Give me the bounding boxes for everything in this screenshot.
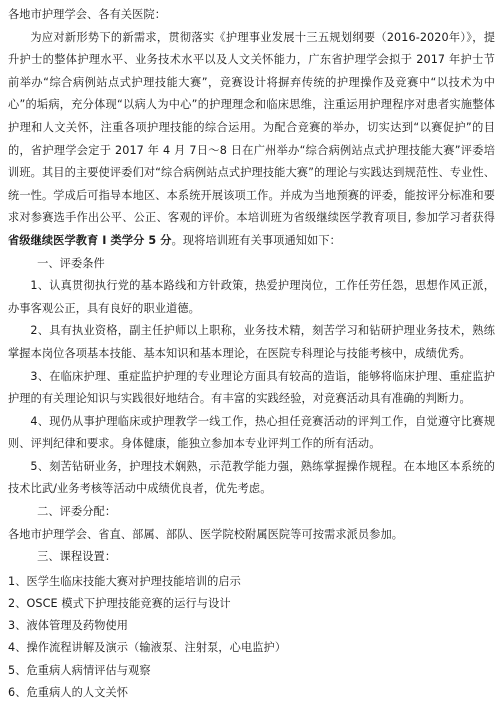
salutation: 各地市护理学会、各有关医院： xyxy=(8,8,167,21)
criteria-item-3: 3、在临床护理、重症监护护理的专业理论方面具有较高的造诣，能够将临床护理、重症监护护理的有关理论知识与实践很好地结合。有丰富的实践经验，对竞赛活动具有准确的判断力。 xyxy=(8,369,495,406)
criteria-item-2: 2、具有执业资格，副主任护师以上职称，业务技术精，刻苦学习和钻研护理业务技术，熟练掌握本岗位各项基本技能、基本知识和基本理论，在医院专科理论与技能考核中，成绩优秀。 xyxy=(8,324,495,360)
course-item-6: 6、危重病人的人文关怀 xyxy=(8,685,129,699)
course-item-3: 3、液体管理及药物使用 xyxy=(8,619,129,633)
course-item-5: 5、危重病人病情评估与观察 xyxy=(8,663,151,677)
section1-heading: 一、评委条件 xyxy=(37,256,105,270)
section2-heading: 二、评委分配： xyxy=(37,505,117,519)
section3-heading: 三、课程设置： xyxy=(37,550,117,564)
intro-credit-bold: 省级继续医学教育 I 类学分 5 分 xyxy=(8,233,172,247)
course-item-1: 1、医学生临床技能大赛对护理技能培训的启示 xyxy=(8,574,241,588)
course-list xyxy=(8,571,495,704)
intro-text: 为应对新形势下的新需求，贯彻落实《护理事业发展十三五规划纲要（2016-2020年）》，提升护士的整体护理水平、业务技术水平以及人文关怀能力，广东省护理学会拟于 2017 年护士节前举办“综合病例站点式护理技能大赛”，竞赛设计将摒弃传统的护理操作及竞赛中“以技术为中心”的垢病，充分体现“以病人为中心”的护理理念和临床思维，注重运用护理程序对患者实施整体护理和人文关怀，注重各项护理技能的综合运用。为配合竞赛的举办，切实达到“以赛促护”的目的，省护理学会定于 2017 年 4 月 7日～8 日在广州举办“综合病例站点式护理技能大赛”评委培训班。其目的主要使评委们对“综合病例站点式护理技能大赛”的理论与实践达到规范性、专业性、统一性。学成后可指导本地区、本系统开展该项工作。并成为当地预赛的评委，能按评分标准和要求对参赛选手作出公平、公正、客观的评价。本培训班为省级继续医学教育项目, 参加学习者获得 xyxy=(8,30,495,225)
criteria-item-5: 5、刻苦钻研业务，护理技术娴熟，示范教学能力强，熟练掌握操作规程。在本地区本系统的技术比武/业务考核等活动中成绩优良者，优先考虑。 xyxy=(8,459,495,496)
intro-tail: 。现将培训班有关事项通知如下： xyxy=(171,233,341,247)
section2-text: 各地市护理学会、省直、部属、部队、医学院校附属医院等可按需求派员参加。 xyxy=(8,527,404,541)
course-item-4: 4、操作流程讲解及演示（输液泵、注射泵，心电监护） xyxy=(8,641,287,655)
course-item-2: 2、OSCE 模式下护理技能竞赛的运行与设计 xyxy=(8,597,231,611)
intro-paragraph xyxy=(8,27,495,253)
criteria-item-1: 1、认真贯彻执行党的基本路线和方针政策，热爱护理岗位，工作任劳任怨，思想作风正派，办事客观公正，具有良好的职业道德。 xyxy=(8,279,495,315)
criteria-item-4: 4、现仍从事护理临床或护理教学一线工作，热心担任竞赛活动的评判工作，自觉遵守比赛规则、评判纪律和要求。身体健康，能独立参加本专业评判工作的所有活动。 xyxy=(8,414,495,451)
